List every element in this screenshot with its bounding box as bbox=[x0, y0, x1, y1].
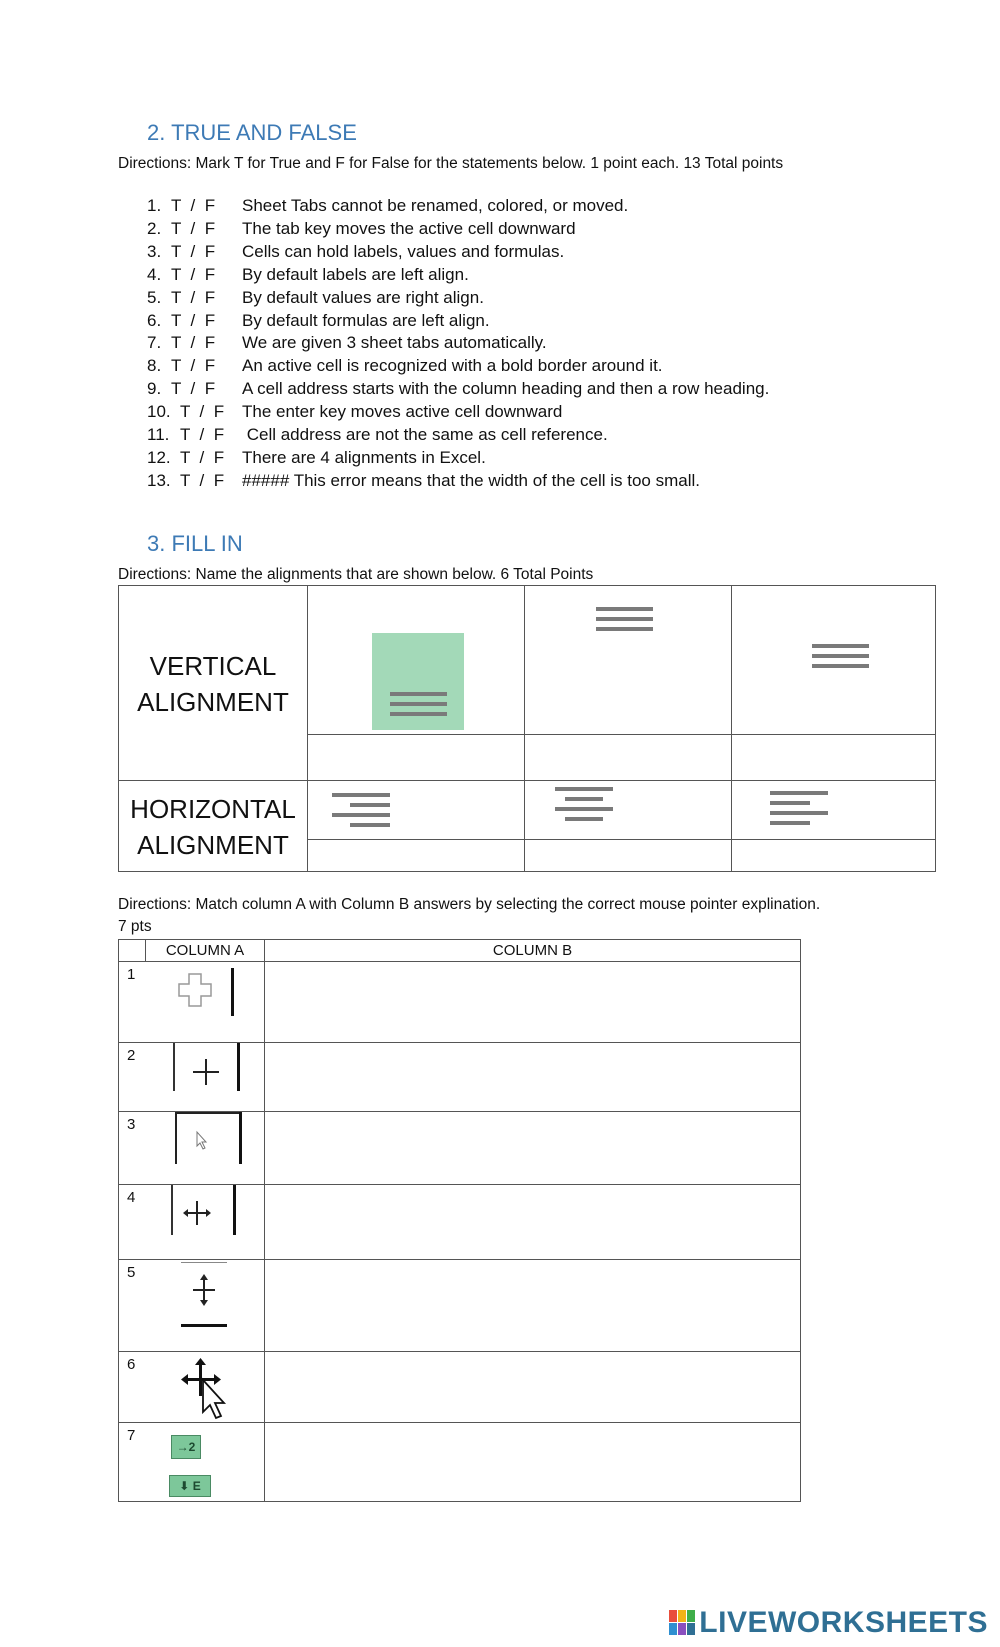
drag-fill-icon-1-arrow: → bbox=[176, 1440, 189, 1454]
tf-choice[interactable]: T / F bbox=[180, 425, 225, 444]
column-a-row-5 bbox=[118, 1259, 265, 1352]
tf-choice[interactable]: T / F bbox=[180, 470, 225, 490]
tf-item-number: 13. bbox=[147, 470, 171, 490]
tf-choice[interactable]: T / F bbox=[171, 310, 216, 330]
column-a-row-6 bbox=[118, 1351, 265, 1423]
tf-statement: The tab key moves the active cell downward bbox=[242, 218, 576, 238]
horizontal-left-align-icon-cell bbox=[731, 780, 936, 840]
tf-item-number: 7. bbox=[147, 333, 162, 353]
vertical-label-line-1: VERTICAL bbox=[149, 651, 277, 681]
row-number-6: 6 bbox=[127, 1356, 136, 1373]
tf-statement: Sheet Tabs cannot be renamed, colored, or moved. bbox=[242, 196, 629, 215]
tf-item-number: 11. bbox=[147, 425, 170, 444]
tf-item-number: 6. bbox=[147, 310, 162, 330]
row-number-7: 7 bbox=[127, 1427, 136, 1444]
tf-choice[interactable]: T / F bbox=[171, 356, 216, 376]
column-b-answer-1[interactable] bbox=[264, 961, 801, 1043]
matching-table bbox=[118, 939, 801, 1502]
bottom-align-icon bbox=[372, 633, 464, 730]
column-b-answer-4[interactable] bbox=[264, 1184, 801, 1260]
column-b-answer-6[interactable] bbox=[264, 1351, 801, 1423]
drag-fill-icon-2-label: E bbox=[192, 1479, 201, 1493]
drag-fill-icon-2 bbox=[169, 1475, 211, 1497]
tf-item-number: 5. bbox=[147, 287, 162, 307]
matching-points: 7 pts bbox=[118, 918, 152, 935]
vertical-answer-3[interactable] bbox=[731, 734, 936, 781]
drag-fill-icon-1 bbox=[171, 1435, 201, 1459]
column-a-row-1 bbox=[118, 961, 265, 1043]
tf-choice[interactable]: T / F bbox=[171, 333, 216, 353]
row-number-5: 5 bbox=[127, 1264, 136, 1281]
column-b-answer-2[interactable] bbox=[264, 1042, 801, 1112]
row-number-4: 4 bbox=[127, 1189, 136, 1206]
section-3-directions: Directions: Name the alignments that are shown below. 6 Total Points bbox=[118, 566, 594, 583]
tf-statement: Cell address are not the same as cell reference. bbox=[242, 425, 608, 444]
tf-choice[interactable]: T / F bbox=[171, 379, 216, 399]
header-blank-cell bbox=[118, 939, 146, 962]
tf-statement: By default labels are left align. bbox=[242, 264, 469, 284]
tf-item-number: 9. bbox=[147, 379, 162, 399]
tf-item-number: 4. bbox=[147, 264, 162, 284]
vertical-label-line-2: ALIGNMENT bbox=[137, 687, 289, 717]
tf-choice[interactable]: T / F bbox=[171, 241, 216, 261]
tf-item-number: 10. bbox=[147, 402, 171, 422]
right-align-icon bbox=[330, 789, 392, 837]
drag-fill-icon-2-arrow: ⬇ bbox=[179, 1479, 190, 1493]
row-resize-icon bbox=[181, 1262, 241, 1332]
tf-item-number: 2. bbox=[147, 218, 162, 238]
tf-choice[interactable]: T / F bbox=[171, 287, 216, 307]
fill-handle-plus-icon bbox=[173, 1043, 243, 1093]
middle-align-icon bbox=[812, 644, 869, 668]
row-number-1: 1 bbox=[127, 966, 136, 983]
section-2-heading: 2. TRUE AND FALSE bbox=[147, 120, 357, 145]
tf-item-number: 8. bbox=[147, 356, 162, 376]
column-b-answer-7[interactable] bbox=[264, 1422, 801, 1502]
tf-choice[interactable]: T / F bbox=[180, 402, 225, 422]
column-a-row-2 bbox=[118, 1042, 265, 1112]
row-number-3: 3 bbox=[127, 1116, 136, 1133]
row-number-2: 2 bbox=[127, 1047, 136, 1064]
tf-statement: There are 4 alignments in Excel. bbox=[242, 447, 486, 467]
tf-item-number: 3. bbox=[147, 241, 162, 261]
alignment-table bbox=[118, 585, 936, 872]
horizontal-center-align-icon-cell bbox=[524, 780, 732, 840]
tf-statement: Cells can hold labels, values and formulas. bbox=[242, 241, 565, 261]
vertical-bottom-align-icon-cell bbox=[307, 585, 525, 735]
left-align-icon bbox=[768, 787, 830, 835]
logo-blocks-icon bbox=[669, 1610, 695, 1636]
column-a-row-3 bbox=[118, 1111, 265, 1185]
arrow-pointer-icon bbox=[175, 1112, 245, 1168]
tf-choice[interactable]: T / F bbox=[171, 196, 216, 215]
tf-statement: By default values are right align. bbox=[242, 287, 484, 307]
tf-choice[interactable]: T / F bbox=[171, 218, 216, 238]
tf-item-number: 12. bbox=[147, 447, 171, 467]
column-b-header: COLUMN B bbox=[264, 939, 801, 962]
horizontal-answer-3[interactable] bbox=[731, 839, 936, 872]
column-b-answer-3[interactable] bbox=[264, 1111, 801, 1185]
horizontal-alignment-label-cell bbox=[118, 780, 308, 872]
vertical-alignment-label-cell bbox=[118, 585, 308, 781]
tf-statement: ##### This error means that the width of the cell is too small. bbox=[242, 470, 700, 490]
tf-choice[interactable]: T / F bbox=[180, 447, 225, 467]
horizontal-label-line-2: ALIGNMENT bbox=[137, 830, 289, 860]
column-a-row-7 bbox=[118, 1422, 265, 1502]
tf-item-number: 1. bbox=[147, 196, 162, 215]
column-resize-icon bbox=[171, 1185, 241, 1241]
section-3-heading: 3. FILL IN bbox=[147, 531, 243, 556]
column-a-header: COLUMN A bbox=[145, 939, 265, 962]
horizontal-answer-1[interactable] bbox=[307, 839, 525, 872]
horizontal-answer-2[interactable] bbox=[524, 839, 732, 872]
liveworksheets-logo bbox=[669, 1607, 988, 1639]
move-pointer-icon bbox=[181, 1358, 241, 1422]
center-align-icon bbox=[553, 783, 615, 831]
section-2-directions: Directions: Mark T for True and F for False for the statements below. 1 point each. 13 Total points bbox=[118, 155, 784, 172]
tf-statement: We are given 3 sheet tabs automatically. bbox=[242, 333, 547, 353]
column-a-row-4 bbox=[118, 1184, 265, 1260]
vertical-top-align-icon-cell bbox=[524, 585, 732, 735]
logo-text: LIVEWORKSHEETS bbox=[699, 1606, 988, 1639]
select-cell-cross-icon bbox=[177, 968, 237, 1018]
tf-choice[interactable]: T / F bbox=[171, 264, 216, 284]
vertical-middle-align-icon-cell bbox=[731, 585, 936, 735]
tf-statement: An active cell is recognized with a bold border around it. bbox=[242, 356, 663, 376]
drag-fill-icon-1-label: 2 bbox=[188, 1440, 196, 1454]
top-align-icon bbox=[596, 607, 653, 631]
horizontal-label-line-1: HORIZONTAL bbox=[130, 794, 296, 824]
horizontal-right-align-icon-cell bbox=[307, 780, 525, 840]
column-b-answer-5[interactable] bbox=[264, 1259, 801, 1352]
vertical-answer-1[interactable] bbox=[307, 734, 525, 781]
tf-statement: By default formulas are left align. bbox=[242, 310, 490, 330]
vertical-answer-2[interactable] bbox=[524, 734, 732, 781]
tf-statement: A cell address starts with the column heading and then a row heading. bbox=[242, 379, 770, 399]
tf-statement: The enter key moves active cell downward bbox=[242, 402, 563, 422]
matching-directions: Directions: Match column A with Column B answers by selecting the correct mouse pointer explination. bbox=[118, 896, 821, 913]
